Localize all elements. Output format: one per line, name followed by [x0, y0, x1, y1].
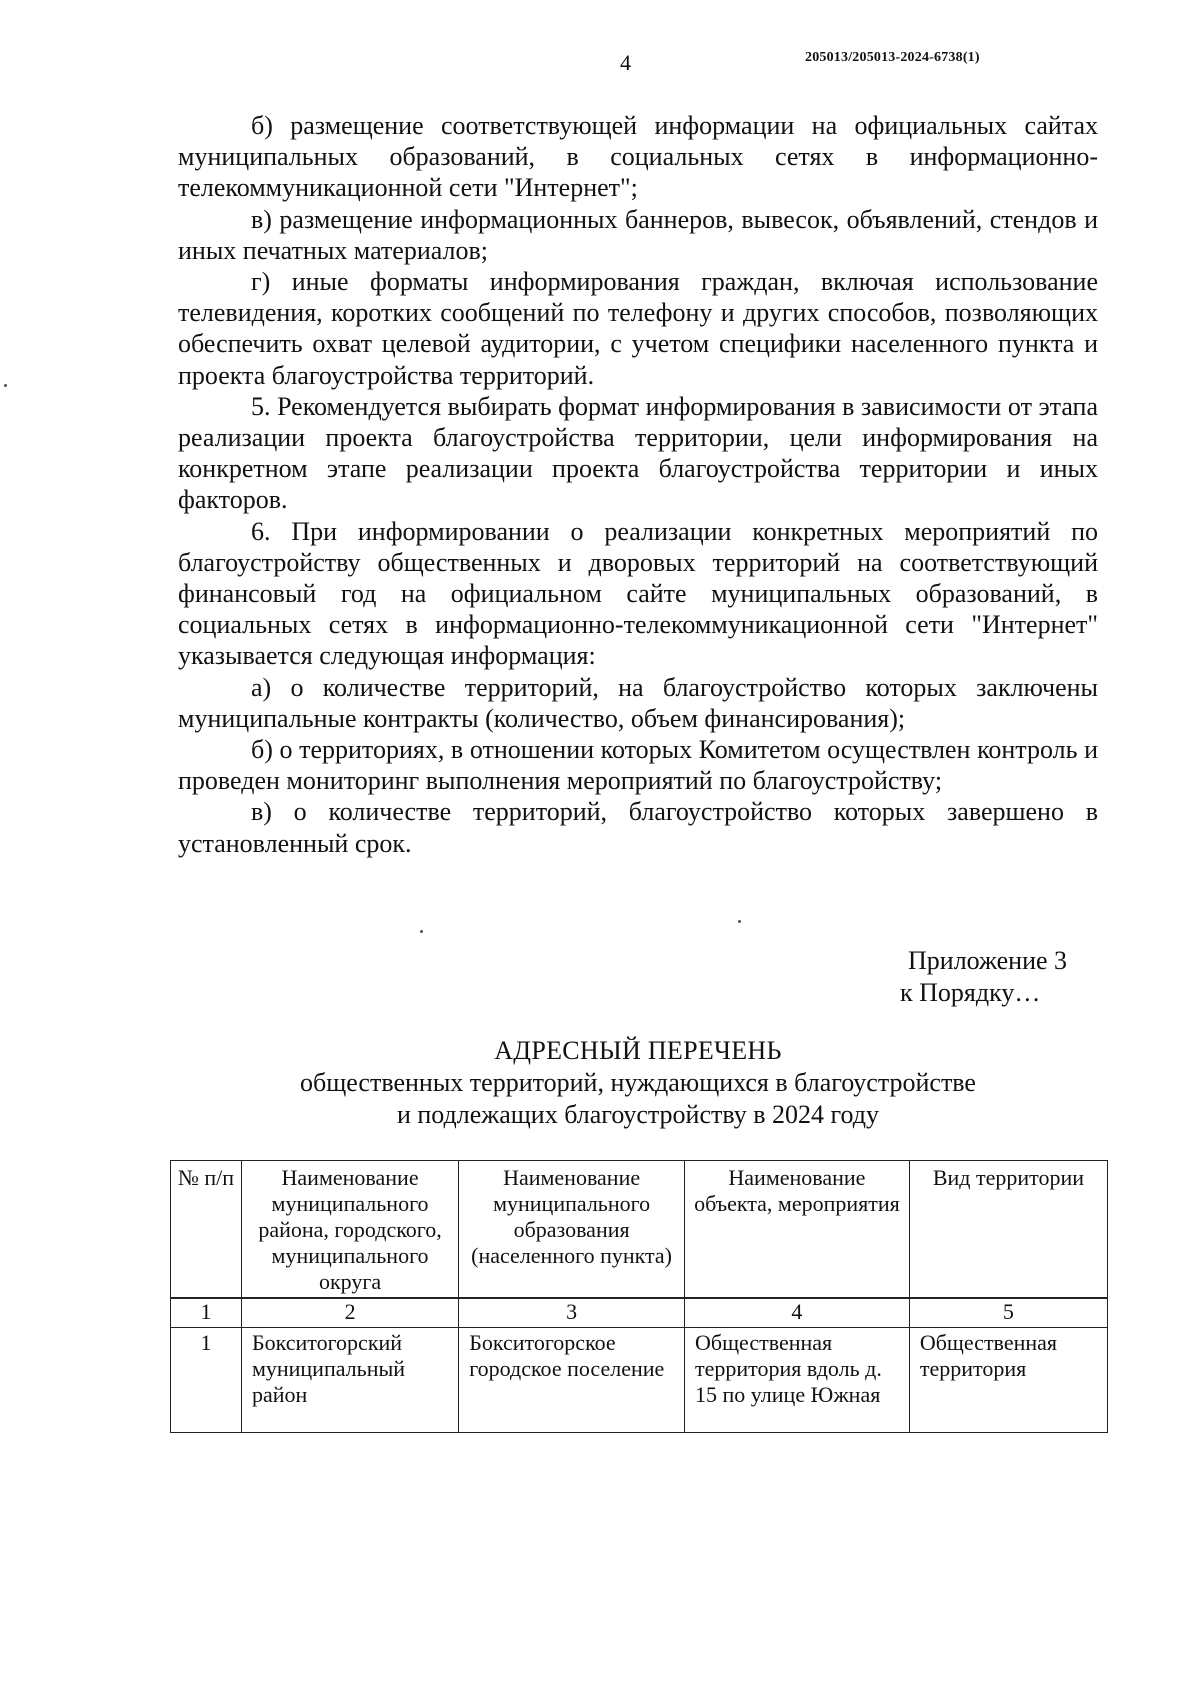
column-number: 5: [909, 1298, 1107, 1328]
paragraph-5: 5. Рекомендуется выбирать формат информирования в зависимости от этапа реализации проекта благоустройства территории, цели информирования на конкретном этапе реализации проекта благоустройства территории и иных факторов.: [178, 391, 1098, 515]
list-title: [178, 1035, 1098, 1131]
row-type: Общественная территория: [909, 1328, 1107, 1433]
column-number: 3: [459, 1298, 685, 1328]
header-object: Наименование объекта, мероприятия: [685, 1161, 910, 1299]
header-municipality: Наименование муниципального образования (населенного пункта): [459, 1161, 685, 1299]
paragraph-6v: в) о количестве территорий, благоустройство которых завершено в установленный срок.: [178, 797, 1098, 858]
paragraph-6: 6. При информировании о реализации конкретных мероприятий по благоустройству общественных и дворовых территорий на соответствующий финансовый год на официальном сайте муниципальных образований, в социальных сетях в информационно-телекоммуникационной сети "Интернет" указывается следующая информация:: [178, 516, 1098, 671]
appendix-line-1: Приложение 3: [908, 946, 1068, 975]
paragraph-6b: б) о территориях, в отношении которых Комитетом осуществлен контроль и проведен мониторинг выполнения мероприятий по благоустройству;: [178, 735, 1098, 796]
header-number: № п/п: [171, 1161, 242, 1299]
row-object: Общественная территория вдоль д. 15 по улице Южная: [685, 1328, 910, 1433]
scan-speck: [738, 920, 741, 923]
address-list-table: [170, 1160, 1108, 1433]
table-header-row: [171, 1161, 1108, 1299]
row-district: Бокситогорский муниципальный район: [241, 1328, 458, 1433]
paragraph-6a: а) о количестве территорий, на благоустройство которых заключены муниципальные контракты (количество, объем финансирования);: [178, 672, 1098, 733]
row-number: 1: [171, 1328, 242, 1433]
header-type: Вид территории: [909, 1161, 1107, 1299]
paragraph-b: б) размещение соответствующей информации на официальных сайтах муниципальных образований, в социальных сетях в информационно-телекоммуникационной сети "Интернет";: [178, 111, 1098, 203]
page-number: 4: [620, 50, 631, 75]
appendix-label: [900, 945, 1168, 1009]
scan-speck: [4, 384, 7, 387]
list-title-main: АДРЕСНЫЙ ПЕРЕЧЕНЬ: [494, 1036, 782, 1065]
body-text: [178, 110, 1098, 859]
document-code: 205013/205013-2024-6738(1): [805, 50, 980, 65]
column-number: 4: [685, 1298, 910, 1328]
list-title-line-3: и подлежащих благоустройству в 2024 году: [396, 1100, 880, 1129]
column-number: 2: [241, 1298, 458, 1328]
list-title-line-2: общественных территорий, нуждающихся в благоустройстве: [300, 1068, 976, 1097]
row-municipality: Бокситогорское городское поселение: [459, 1328, 685, 1433]
table-row: [171, 1328, 1108, 1433]
scan-speck: [420, 930, 423, 933]
header-district: Наименование муниципального района, городского, муниципального округа: [241, 1161, 458, 1299]
paragraph-v: в) размещение информационных баннеров, вывесок, объявлений, стендов и иных печатных материалов;: [178, 204, 1098, 265]
column-number-row: [171, 1298, 1108, 1328]
paragraph-g: г) иные форматы информирования граждан, включая использование телевидения, коротких сообщений по телефону и других способов, позволяющих обеспечить охват целевой аудитории, с учетом специфики населенного пункта и проекта благоустройства территорий.: [178, 267, 1098, 390]
column-number: 1: [171, 1298, 242, 1328]
appendix-line-2: к Порядку…: [900, 978, 1041, 1007]
